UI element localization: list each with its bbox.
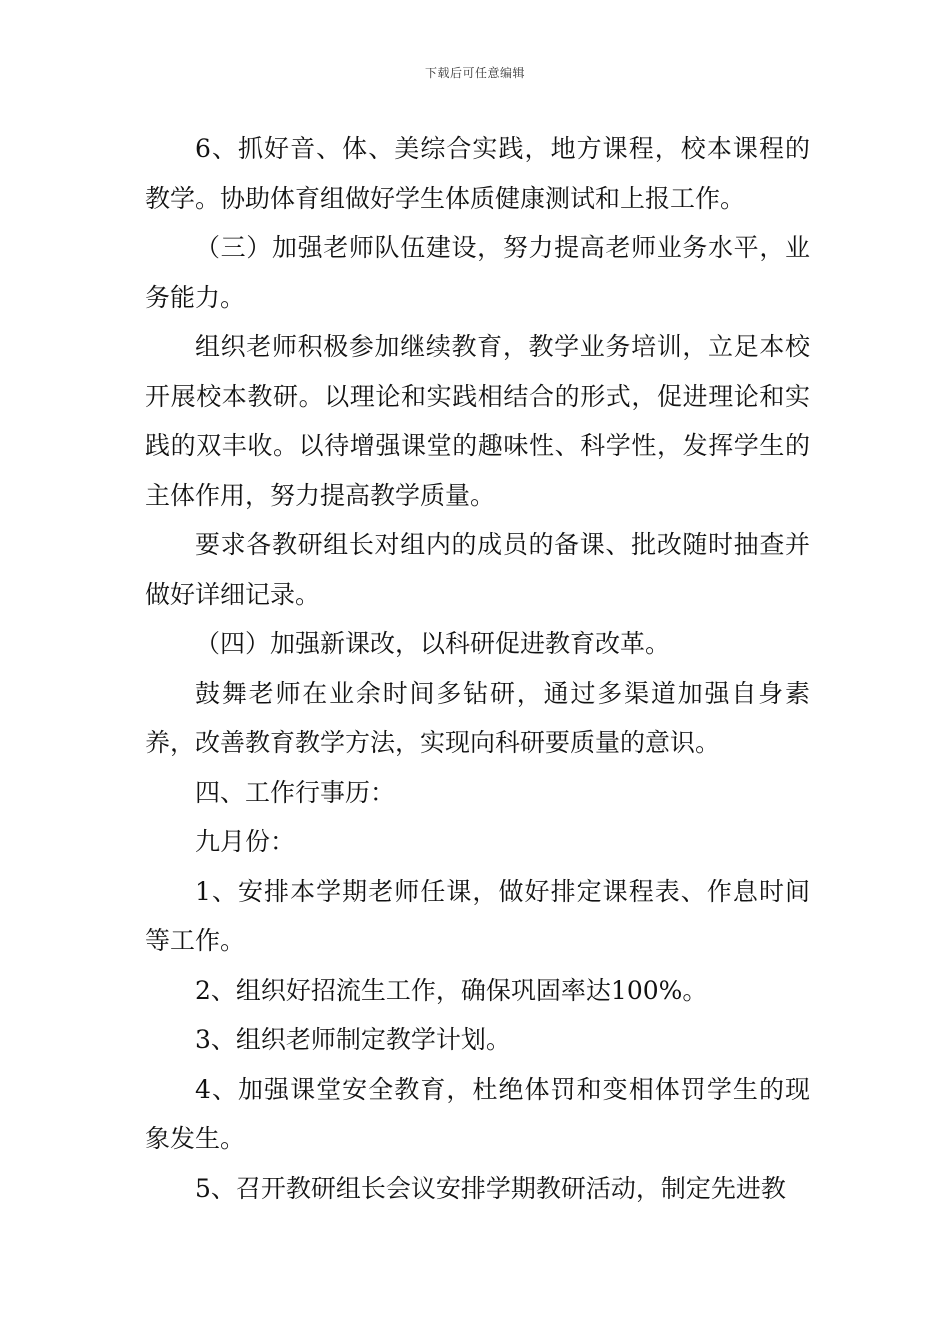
month-heading-september: 九月份： xyxy=(195,827,296,856)
list-item-3: 3、组织老师制定教学计划。 xyxy=(195,1025,511,1054)
section-heading-4: （四）加强新课改，以科研促进教育改革。 xyxy=(195,629,671,658)
paragraph-research: 鼓舞老师在业余时间多钻研，通过多渠道加强自身素养，改善教育教学方法，实现向科研要质量的意识。 xyxy=(145,678,810,757)
list-item-4: 4、加强课堂安全教育，杜绝体罚和变相体罚学生的现象发生。 xyxy=(145,1074,810,1153)
paragraph-training: 组织老师积极参加继续教育，教学业务培训，立足本校开展校本教研。以理论和实践相结合的形式，促进理论和实践的双丰收。以待增强课堂的趣味性、科学性，发挥学生的主体作用，努力提高教学质量。 xyxy=(145,332,810,510)
section-heading-3: （三）加强老师队伍建设，努力提高老师业务水平，业务能力。 xyxy=(145,233,810,312)
header-note: 下载后可任意编辑 xyxy=(424,66,525,80)
list-item-5: 5、召开教研组长会议安排学期教研活动，制定先进教 xyxy=(195,1173,786,1203)
paragraph-inspection: 要求各教研组长对组内的成员的备课、批改随时抽查并做好详细记录。 xyxy=(145,530,810,609)
list-item-2: 2、组织好招流生工作，确保巩固率达100%。 xyxy=(195,975,708,1005)
document-body xyxy=(145,124,810,1213)
list-item-1: 1、安排本学期老师任课，做好排定课程表、作息时间等工作。 xyxy=(145,876,810,955)
section-heading-calendar: 四、工作行事历： xyxy=(195,777,396,807)
paragraph-item-6: 6、抓好音、体、美综合实践，地方课程，校本课程的教学。协助体育组做好学生体质健康测试和上报工作。 xyxy=(145,134,810,213)
